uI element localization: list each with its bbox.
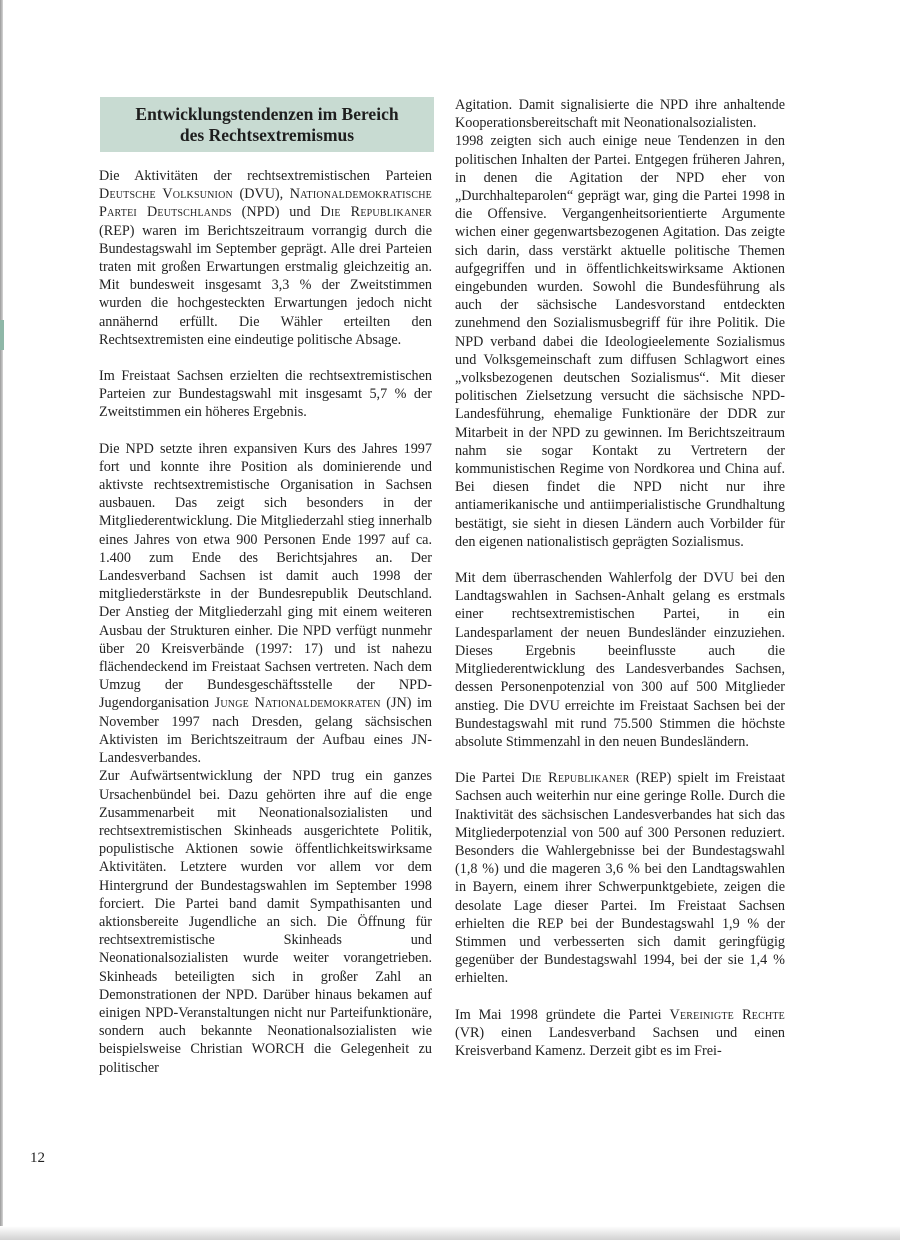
text-run: Die NPD setzte ihren expansiven Kurs des Jahres 1997 fort und konnte ihre Position als dominierende und aktivste rechtsextremistische Organisation in Sachsen ausbauen. Das zeigt sich besonders in der Mitgliederentwicklung. Die Mitgliederzahl stieg innerhalb eines Jahres von etwa 900 Personen Ende 1997 auf ca. 1.400 zum Ende des Berichtsjahres an. Der Landesverband Sachsen ist damit auch 1998 der mitgliederstärkste in der Bundesrepublik Deutschland. Der Anstieg der Mitgliederzahl ging mit einem weiteren Ausbau der Strukturen einher. Die NPD verfügt nunmehr über 20 Kreisverbände (1997: 17) und ist nahezu flächendeckend im Freistaat Sachsen vertreten. Nach dem Umzug der Bundesgeschäftsstelle der NPD-Jugendorganisation: [99, 440, 432, 712]
right-text-column: [455, 96, 785, 1060]
text-run: Im Mai 1998 gründete die Partei: [455, 1006, 670, 1023]
left-paragraph-3: [99, 440, 432, 768]
binding-color-mark: [0, 320, 4, 350]
page-binding-edge: [0, 0, 3, 1240]
section-headline: [100, 97, 434, 152]
headline-line-1: Entwicklungstendenzen im Bereich: [135, 103, 399, 124]
text-run: Die Aktivitäten der rechtsextremistischen Parteien: [99, 168, 432, 184]
text-run: (VR) einen Landesverband Sachsen und einen Kreisverband Kamenz. Derzeit gibt es im Frei-: [455, 1024, 785, 1059]
text-run: (REP) spielt im Freistaat Sachsen auch weiterhin nur eine geringe Rolle. Durch die Inaktivität des sächsischen Landesverbandes hat sich das Mitgliederpotenzial von 500 auf 300 Personen reduziert. Besonders die Wahlergebnisse bei der Bundestagswahl (1,8 %) und die mageren 3,6 % bei den Landtagswahlen in Bayern, einem ihrer Schwerpunktgebiete, zeigen die desolate Lage dieser Partei. Im Freistaat Sachsen erhielten die REP bei der Bundestagswahl 1,9 % der Stimmen und verbesserten sich damit geringfügig gegenüber der Bundestagswahl 1994, bei der sie 1,4 % erhielten.: [455, 770, 786, 987]
left-paragraph-2: Im Freistaat Sachsen erzielten die rechtsextremistischen Parteien zur Bundestagswahl mit insgesamt 5,7 % der Zweitstimmen ein höheres Ergebnis.: [99, 368, 432, 421]
text-run: (JN) im November 1997 nach Dresden, gelang sächsischen Aktivisten im Berichtszeitraum der Aufbau eines JN-Landesverbandes.: [99, 695, 432, 767]
page-bottom-edge: [0, 1226, 900, 1240]
party-name-vr: Vereinigte Rechte: [669, 1006, 785, 1023]
party-name-dvu: Deutsche Volksunion: [99, 186, 233, 203]
left-paragraph-4: Zur Aufwärtsentwicklung der NPD trug ein ganzes Ursachenbündel bei. Dazu gehörten ihre auf die enge Zusammenarbeit mit Neonationalsozialisten und rechtsextremistischen Skinheads ausgerichtete Politik, populistische Aktionen sowie öffentlichkeitswirksame Aktivitäten. Letztere wurden vor allem vor dem Hintergrund der Bundestagswahlen im September 1998 forciert. Die Partei band damit Sympathisanten und aktionsbereite Jugendliche an sich. Die Öffnung für rechtsextremistische Skinheads und Neonationalsozialisten wurde weiter vorangetrieben. Skinheads beteiligten sich in großer Zahl an Demonstrationen der NPD. Darüber hinaus bekamen auf einigen NPD-Veranstaltungen nicht nur Parteifunktionäre, sondern auch bekannte Neonationalsozialisten wie beispielsweise Christian WORCH die Gelegenheit zu politischer: [99, 768, 432, 1076]
right-paragraph-3: Mit dem überraschenden Wahlerfolg der DVU bei den Landtagswahlen in Sachsen-Anhalt gelang es erstmals einer rechtsextremistischen Partei, in ein Landesparlament der neuen Bundesländer einzuziehen. Dieses Ergebnis beeinflusste auch die Mitgliederentwicklung des Landesverbandes Sachsen, dessen Personenpotenzial von 300 auf 500 Mitglieder anstieg. Die DVU erreichte im Freistaat Sachsen bei der Bundestagswahl mit rund 75.500 Stimmen die höchste absolute Stimmenzahl in den neuen Bundesländern.: [455, 570, 785, 750]
right-paragraph-1: Agitation. Damit signalisierte die NPD ihre anhaltende Kooperationsbereitschaft mit Neonationalsozialisten.: [455, 97, 785, 132]
headline-line-2: des Rechtsextremismus: [179, 124, 355, 145]
left-text-column: [99, 167, 432, 1077]
right-paragraph-5: [455, 1006, 785, 1061]
org-name-jn: Junge Nationaldemokraten: [214, 695, 381, 712]
text-run: (REP) waren im Berichtszeitraum vorrangig durch die Bundestagswahl im September geprägt. Alle drei Parteien traten mit großen Erwartungen erstmalig gleichzeitig an. Mit bundesweit insgesamt 3,3 % der Zweitstimmen wurden die hochgesteckten Erwartungen jedoch nicht annähernd erfüllt. Die Wähler erteilten den Rechtsextremisten eine eindeutige politische Absage.: [99, 222, 432, 348]
text-run: (DVU),: [232, 186, 290, 203]
party-name-npd: Nationaldemokratische Partei Deutschlands: [99, 186, 432, 221]
left-paragraph-1: [99, 167, 432, 349]
text-run: (NPD) und: [231, 204, 321, 221]
party-name-rep: Die Republikaner: [320, 204, 432, 221]
right-paragraph-2: 1998 zeigten sich auch einige neue Tendenzen in den politischen Inhalten der Partei. Entgegen früheren Jahren, in denen die Agitation der NPD eher von „Durchhalteparolen“ geprägt war, ging die Partei 1998 in die Offensive. Vergangenheitsorientierte Argumente wichen einer gegenwartsbezogenen Agitation. Das zeigte sich darin, dass verstärkt aktuelle politische Themen aufgegriffen und in öffentlichkeitswirksame Aktionen eingebunden wurden. Sowohl die Bundesführung als auch der sächsische Landesvorstand entdeckten zunehmend den Sozialismusbegriff für ihre Politik. Die NPD verband dabei die Ideologieelemente Sozialismus und Volksgemeinschaft zum diffusen Schlagwort eines „volksbezogenen deutschen Sozialismus“. Mit dieser politischen Zielsetzung versucht die sächsische NPD-Landesführung, ehemalige Funktionäre der DDR zur Mitarbeit in der NPD zu gewinnen. Im Berichtszeitraum nahm sie sogar Kontakt zu Vertretern der kommunistischen Regime von Nordkorea und China auf. Bei diesen findet die NPD nicht nur ihre antiamerikanische und antiimperialistische Grundhaltung bestätigt, sie sieht in diesen Ländern auch Vorbilder für den eigenen nationalistisch geprägten Sozialismus.: [455, 133, 785, 550]
page-number: 12: [30, 1150, 45, 1166]
party-name-rep: Die Republikaner: [521, 770, 630, 787]
right-paragraph-4: [455, 769, 785, 987]
text-run: Die Partei: [455, 770, 522, 787]
